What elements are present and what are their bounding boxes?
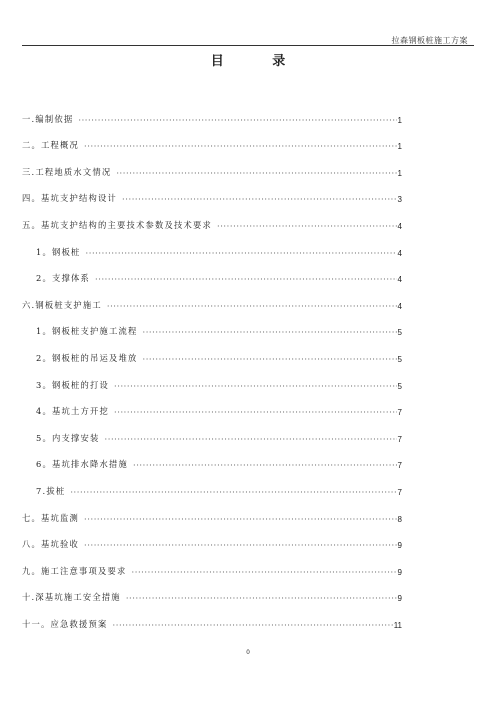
page-title: 目 录 [210, 54, 308, 69]
toc-entry[interactable] [22, 151, 402, 178]
toc-entry-label: 2。支撑体系 [36, 273, 90, 284]
toc-leader-dots [133, 460, 397, 470]
toc-leader-dots [78, 115, 396, 125]
toc-entry[interactable] [22, 444, 402, 471]
toc-leader-dots [142, 354, 396, 364]
toc-leader-dots [114, 407, 397, 417]
toc-entry[interactable] [22, 417, 402, 444]
toc-leader-dots [84, 514, 397, 524]
toc-leader-dots [126, 593, 397, 603]
toc-entry-page: 4 [397, 221, 402, 231]
toc-entry[interactable] [22, 577, 402, 604]
toc-entry-page: 3 [397, 195, 402, 205]
toc-entry[interactable] [22, 470, 402, 497]
toc-leader-dots [122, 194, 397, 204]
toc-entry-page: 5 [397, 328, 402, 338]
toc-entry-page: 9 [397, 594, 402, 604]
toc-entry-page: 1 [397, 168, 402, 178]
toc-entry-page: 4 [397, 275, 402, 285]
toc-entry-page: 9 [397, 567, 402, 577]
toc-entry-label: 4。基坑土方开挖 [36, 406, 109, 417]
toc-leader-dots [95, 274, 397, 284]
toc-entry-label: 四。基坑支护结构设计 [22, 193, 117, 204]
toc-entry-label: 5。内支撑安装 [36, 432, 100, 443]
toc-entry[interactable] [22, 125, 402, 152]
toc-entry-page: 7 [397, 461, 402, 471]
toc-entry-label: 九。施工注意事项及要求 [22, 565, 127, 576]
running-header: 拉森钢板桩施工方案 [391, 36, 468, 45]
toc-entry-label: 三.工程地质水文情况 [22, 166, 112, 177]
toc-entry[interactable] [22, 391, 402, 418]
toc-entry-page: 11 [393, 620, 402, 630]
toc-leader-dots [70, 487, 396, 497]
toc-entry-label: 2。钢板桩的吊运及堆放 [36, 352, 138, 363]
toc-entry-label: 五。基坑支护结构的主要技术参数及技术要求 [22, 219, 212, 230]
toc-entry-page: 8 [397, 514, 402, 524]
toc-entry-label: 七。基坑监测 [22, 512, 79, 523]
toc-entry-label: 1。钢板桩支护施工流程 [36, 326, 138, 337]
toc-entry[interactable] [22, 284, 402, 311]
toc-leader-dots [217, 221, 397, 231]
toc-entry-label: 3。钢板桩的打设 [36, 379, 109, 390]
toc-leader-dots [114, 381, 397, 391]
toc-leader-dots [85, 248, 396, 258]
toc-entry-label: 一.编制依据 [22, 113, 74, 124]
toc-entry-page: 5 [397, 354, 402, 364]
toc-leader-dots [104, 434, 396, 444]
toc-entry-page: 7 [397, 487, 402, 497]
footer-page-number: 0 [246, 650, 250, 656]
toc-entry-page: 4 [397, 301, 402, 311]
toc-entry[interactable] [22, 311, 402, 338]
toc-entry[interactable] [22, 231, 402, 258]
toc-entry[interactable] [22, 204, 402, 231]
toc-leader-dots [107, 301, 397, 311]
toc-entry[interactable] [22, 98, 402, 125]
toc-entry-label: 八。基坑验收 [22, 539, 79, 550]
toc-leader-dots [142, 327, 396, 337]
toc-entry[interactable] [22, 364, 402, 391]
toc-entry-page: 1 [397, 142, 402, 152]
toc-leader-dots [131, 567, 396, 577]
toc-entry-label: 二。工程概况 [22, 140, 79, 151]
header-rule [22, 45, 474, 46]
toc-entry[interactable] [22, 337, 402, 364]
toc-entry-page: 4 [397, 248, 402, 258]
toc-leader-dots [112, 620, 392, 630]
toc-leader-dots [84, 540, 397, 550]
toc-entry[interactable] [22, 603, 402, 630]
toc-entry-label: 1。钢板桩 [36, 246, 81, 257]
toc-entry[interactable] [22, 550, 402, 577]
toc-entry[interactable] [22, 178, 402, 205]
toc-entry[interactable] [22, 258, 402, 285]
toc-entry-page: 5 [397, 381, 402, 391]
toc-entry-label: 7.拔桩 [36, 485, 66, 496]
toc-entry-label: 6。基坑排水降水措施 [36, 459, 128, 470]
toc-entry[interactable] [22, 497, 402, 524]
toc-entry[interactable] [22, 524, 402, 551]
toc-entry-page: 7 [397, 434, 402, 444]
table-of-contents [22, 98, 402, 630]
toc-entry-page: 7 [397, 408, 402, 418]
toc-leader-dots [116, 168, 396, 178]
toc-leader-dots [84, 141, 397, 151]
toc-entry-page: 9 [397, 541, 402, 551]
toc-entry-label: 十一。应急救援预案 [22, 618, 108, 629]
toc-entry-label: 十.深基坑施工安全措施 [22, 592, 121, 603]
toc-entry-label: 六.钢板桩支护施工 [22, 299, 102, 310]
toc-entry-page: 1 [397, 115, 402, 125]
